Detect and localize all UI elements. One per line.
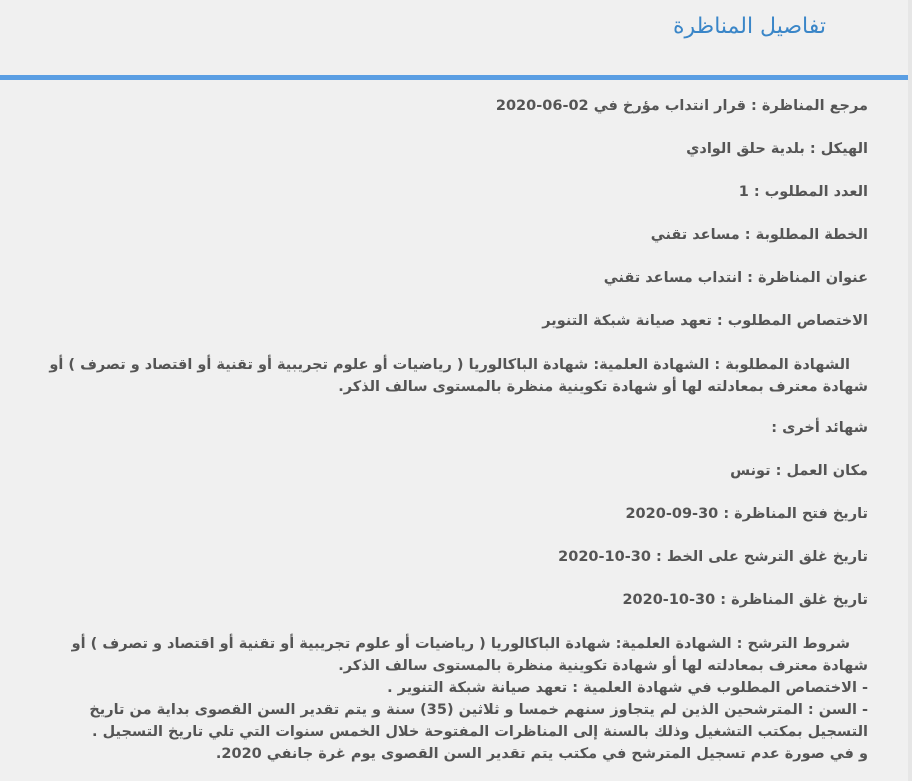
field-closing-date: تاريخ غلق المناظرة : 30-10-2020: [622, 592, 868, 608]
page-right-edge: [908, 0, 912, 781]
conditions-head: شروط الترشح : الشهادة العلمية: شهادة الباكالوريا ( رياضيات أو علوم تجريبية أو تقنية أو اقتصاد و تصرف ) أو شهادة معترف بمعادلته لها أو شهادة تكوينية منظرة بالمستوى سالف الذكر.: [71, 636, 868, 674]
condition-specialty: - الاختصاص المطلوب في شهادة العلمية : تعهد صيانة شبكة التنوير .: [387, 680, 868, 696]
field-required-diploma: الشهادة المطلوبة : الشهادة العلمية: شهادة الباكالوريا ( رياضيات أو علوم تجريبية أو تقنية أو اقتصاد و تصرف ) أو شهادة معترف بمعادلته لها أو شهادة تكوينية منظرة بالمستوى سالف الذكر.: [49, 357, 868, 395]
field-opening-date: تاريخ فتح المناظرة : 30-09-2020: [625, 506, 868, 522]
field-required-number: العدد المطلوب : 1: [738, 184, 868, 200]
field-work-location: مكان العمل : تونس: [730, 463, 868, 479]
condition-age: - السن : المترشحين الذين لم يتجاوز سنهم خمسا و ثلاثين (35) سنة و يتم تقدير السن القصوى بداية من تاريخ التسجيل بمكتب التشغيل وذلك بالسنة إلى المناظرات المفتوحة خلال الخمس سنوات التي تلي تاريخ التسجيل .: [89, 702, 868, 740]
application-conditions: [46, 633, 868, 765]
page-title: تفاصيل المناظرة: [673, 14, 826, 39]
field-other-certificates: شهائد أخرى :: [771, 420, 868, 436]
field-reference: مرجع المناظرة : قرار انتداب مؤرخ في 02-06-2020: [495, 98, 868, 114]
field-required-specialty: الاختصاص المطلوب : تعهد صيانة شبكة التنوير: [542, 313, 868, 329]
condition-age-note: و في صورة عدم تسجيل المترشح في مكتب يتم تقدير السن القصوى يوم غرة جانفي 2020.: [215, 746, 868, 762]
field-competition-title: عنوان المناظرة : انتداب مساعد تقني: [603, 270, 868, 286]
field-online-closing-date: تاريخ غلق الترشح على الخط : 30-10-2020: [558, 549, 868, 565]
details-content: [46, 96, 868, 765]
field-structure: الهيكل : بلدية حلق الوادي: [686, 141, 868, 157]
field-required-position: الخطة المطلوبة : مساعد تقني: [650, 227, 868, 243]
title-divider: [0, 75, 908, 80]
